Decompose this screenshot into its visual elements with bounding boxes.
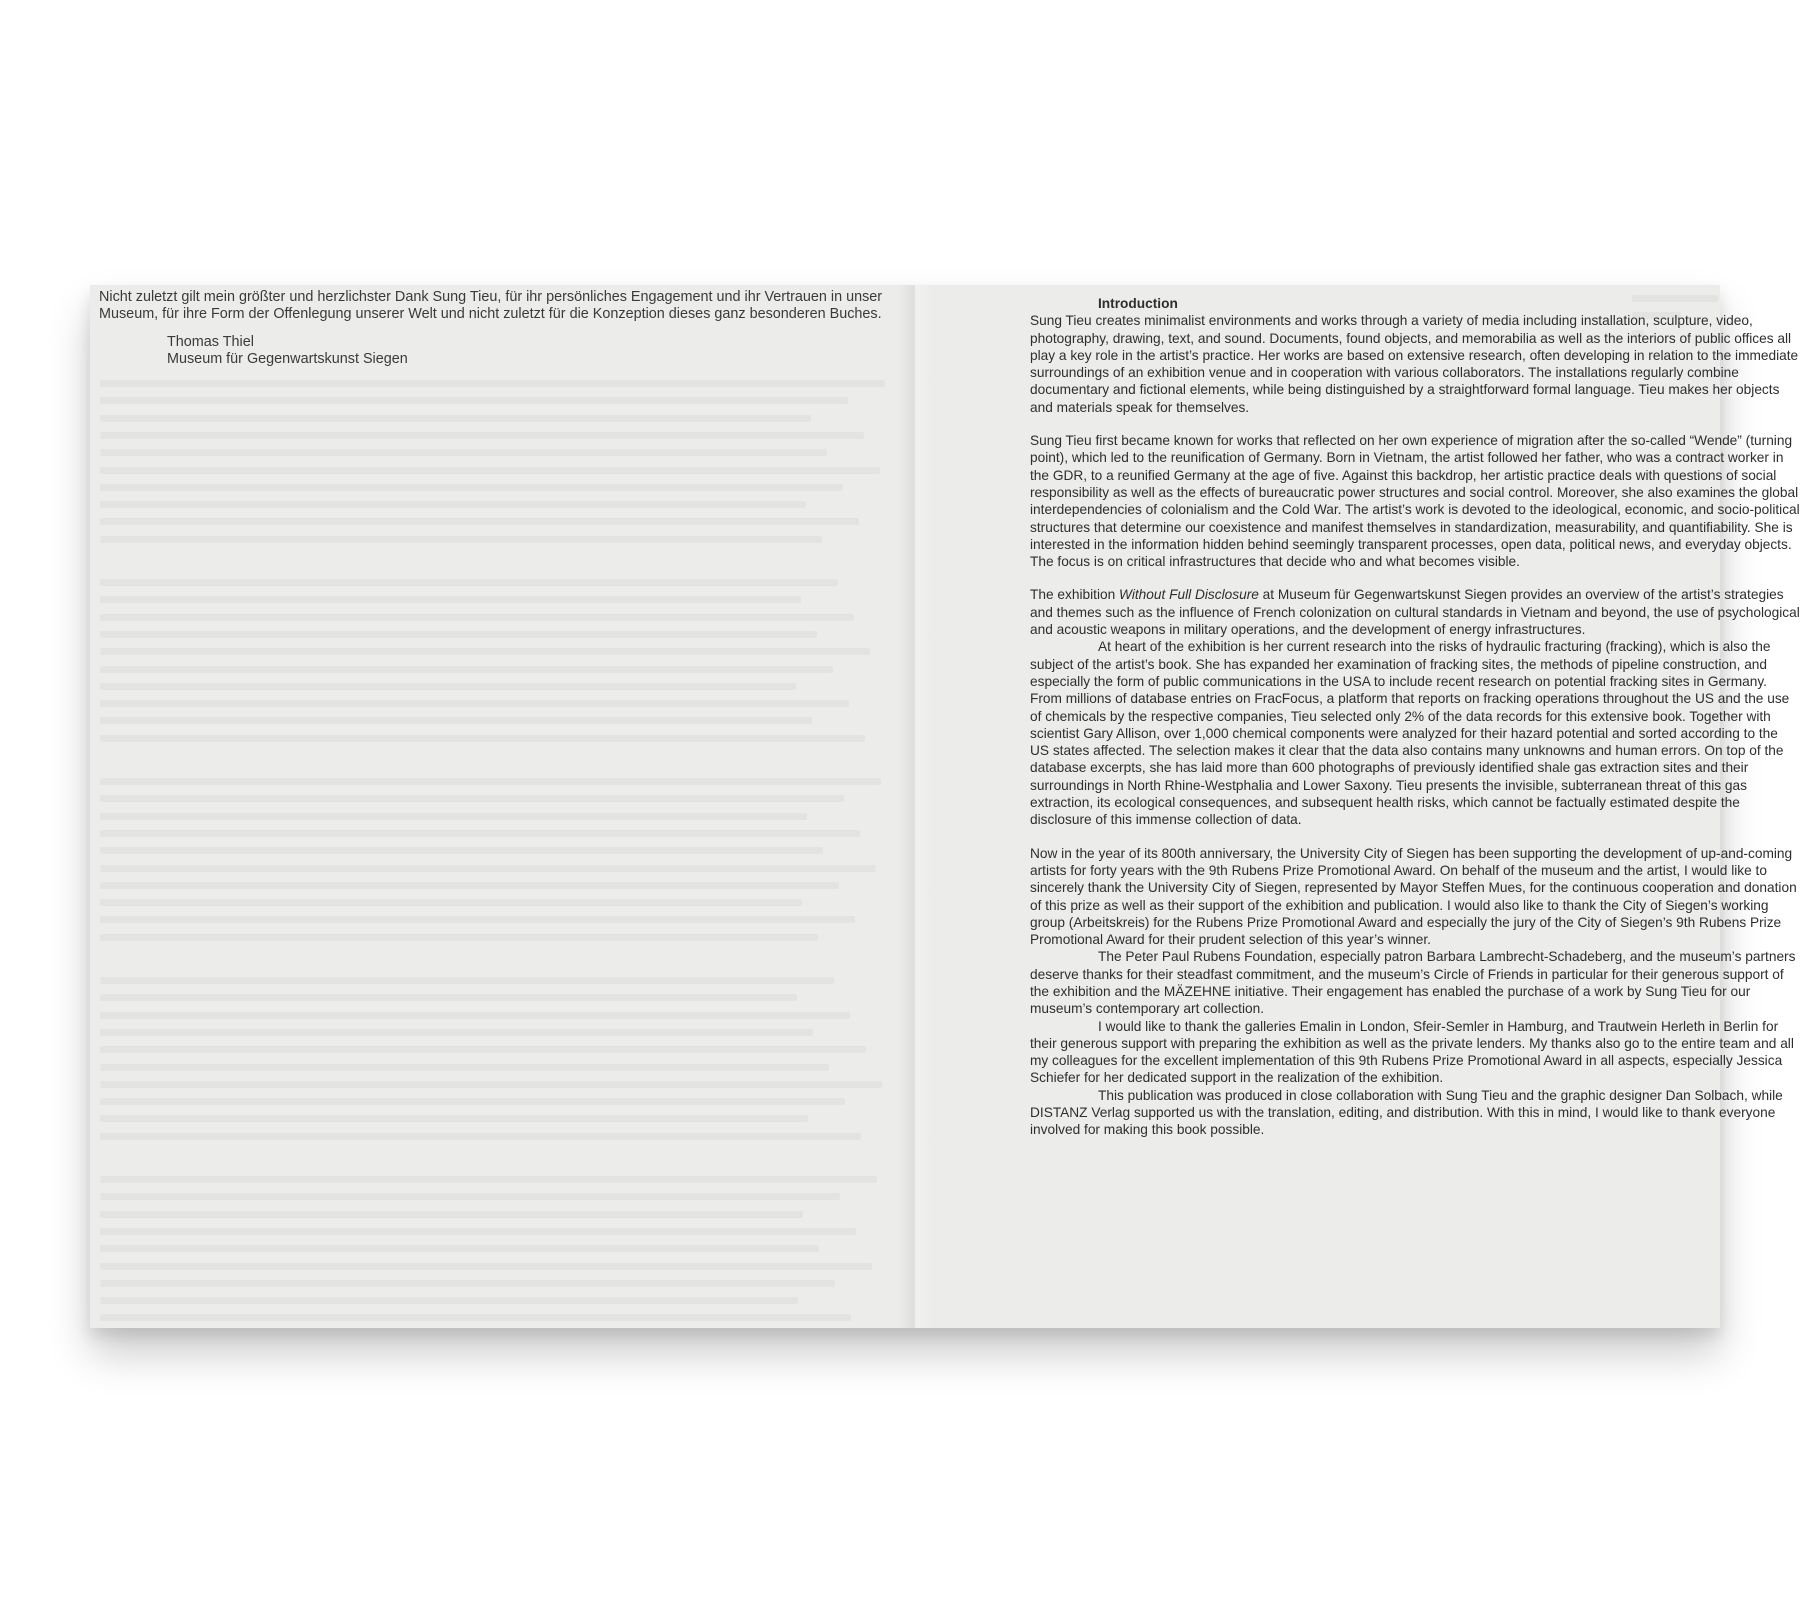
book-gutter	[898, 285, 932, 1328]
intro-paragraph-2: Sung Tieu first became known for works that reflected on her own experience of migration after the so-called “Wende” (turning point), which led to the reunification of Germany. Born in Vietnam, the artist followed her father, who was a contract worker in the GDR, to a reunified Germany at the age of five. Against this backdrop, her artistic practice deals with questions of social responsibility as well as the effects of bureaucratic power structures and social control. Moreover, she also examines the global interdependencies of colonialism and the Cold War. The artist’s work is devoted to the ideological, economic, and socio-political structures that determine our coexistence and manifest themselves in standardization, measurability, and quantifiability. She is interested in the information hidden behind seemingly transparent processes, open data, political news, and everyday objects. The focus is on critical infrastructures that decide who and what becomes visible.	[1030, 433, 1800, 570]
book-spread	[90, 285, 1800, 1328]
show-through-line	[100, 666, 833, 673]
show-through-line	[100, 484, 843, 491]
show-through-line	[100, 1297, 798, 1304]
show-through-text	[90, 285, 898, 1328]
show-through-line	[100, 795, 844, 802]
show-through-line	[100, 977, 834, 984]
show-through-line	[100, 717, 812, 724]
show-through-line	[100, 631, 817, 638]
signature-name: Thomas Thiel	[167, 333, 254, 350]
page-heading: Introduction	[1098, 296, 1178, 311]
intro-paragraph-1: Sung Tieu creates minimalist environments and works through a variety of media including installation, sculpture, video, photography, drawing, text, and sound. Documents, found objects, and memorabilia as well as the interiors of public offices all play a key role in the artist’s practice. Her works are based on extensive research, often developing in relation to the immediate surroundings of an exhibition venue and in cooperation with various collaborators. The installations regularly combine documentary and fictional elements, while being distinguished by a straightforward formal language. Tieu makes her objects and materials speak for themselves.	[1030, 313, 1799, 415]
closing-paragraph: Nicht zuletzt gilt mein größter und herzlichster Dank Sung Tieu, für ihr persönliches Engagement und ihr Vertrauen in unser Museum, für ihre Form der Offenlegung unserer Welt und nicht zuletzt für die Konzeption dieses ganz besonderen Buches.	[99, 289, 883, 323]
show-through-line	[100, 1245, 819, 1252]
show-through-line	[100, 847, 823, 854]
left-page-text	[99, 289, 889, 368]
show-through-line	[100, 934, 818, 941]
show-through-line	[100, 1228, 856, 1235]
left-page	[90, 285, 898, 1328]
show-through-line	[100, 700, 849, 707]
intro-paragraph-3	[1030, 586, 1800, 638]
exhibition-title: Without Full Disclosure	[1119, 587, 1259, 603]
show-through-line	[100, 1263, 872, 1270]
show-through-line	[100, 865, 876, 872]
show-through-line	[100, 1211, 803, 1218]
intro-paragraph-5: Now in the year of its 800th anniversary, the University City of Siegen has been supporting the development of up-and-coming artists for forty years with the 9th Rubens Prize Promotional Award. On behalf of the museum and the artist, I would like to sincerely thank the University City of Siegen, represented by Mayor Steffen Mues, for the continuous cooperation and donation of this prize as well as their support of the exhibition and publication. I would also like to thank the City of Siegen’s working group (Arbeitskreis) for the Rubens Prize Promotional Award and especially the jury of the City of Siegen’s 9th Rubens Prize Promotional Award for their prudent selection of this year’s winner.	[1030, 845, 1797, 948]
intro-paragraph-4: At heart of the exhibition is her current research into the risks of hydraulic fracturing (fracking), which is also the subject of the artist’s book. She has expanded her examination of fracking sites, the methods of pipeline construction, and especially the form of public communications in the USA to include recent research on potential fracking sites in Germany. From millions of database entries on FracFocus, a platform that reports on fracking operations throughout the US and the use of chemicals by the respective companies, Tieu selected only 2% of the data records for this extensive book. Together with scientist Gary Allison, over 1,000 chemical components were analyzed for their hazard potential and sorted according to the US states affected. The selection makes it clear that the data also contains many unknowns and human errors. On top of the database excerpts, she has laid more than 600 photographs of previously identified shale gas extraction sites and their surroundings in North Rhine-Westphalia and Lower Saxony. Tieu presents the invisible, subterranean threat of this gas extraction, its ecological consequences, and subsequent health risks, which cannot be factually estimated despite the disclosure of this immense collection of data.	[1030, 639, 1790, 828]
signature-institution: Museum für Gegenwartskunst Siegen	[167, 350, 408, 367]
show-through-line	[100, 397, 848, 404]
show-through-line	[100, 683, 796, 690]
show-through-line	[100, 1029, 813, 1036]
show-through-line	[100, 813, 807, 820]
show-through-line	[100, 596, 801, 603]
signature-block	[99, 334, 889, 369]
show-through-line	[100, 1081, 882, 1088]
show-through-line	[100, 579, 838, 586]
show-through-line	[100, 614, 854, 621]
show-through-line	[100, 648, 870, 655]
show-through-line	[100, 1314, 851, 1321]
right-page-text	[1030, 295, 1800, 1139]
right-page	[932, 285, 1800, 1328]
show-through-line	[100, 830, 860, 837]
intro-paragraph-6: The Peter Paul Rubens Foundation, especially patron Barbara Lambrecht-Schadeberg, and the museum’s partners deserve thanks for their steadfast commitment, and the museum’s Circle of Friends in particular for their generous support of the exhibition and the MÄZEHNE initiative. Their engagement has enabled the purchase of a work by Sung Tieu for our museum’s contemporary art collection.	[1030, 949, 1796, 1017]
show-through-line	[100, 449, 827, 456]
show-through-line	[100, 1176, 877, 1183]
p3-rest: at Museum für Gegenwartskunst Siegen provides an overview of the artist’s strategies and themes such as the influence of French colonization on cultural standards in Vietnam and beyond, the use of psychological and acoustic weapons in military operations, and the development of energy infrastructures.	[1030, 587, 1800, 638]
show-through-line	[100, 994, 797, 1001]
show-through-line	[100, 1064, 829, 1071]
show-through-line	[100, 467, 880, 474]
show-through-line	[100, 380, 885, 387]
show-through-line	[100, 1098, 845, 1105]
show-through-line	[100, 735, 865, 742]
show-through-line	[100, 778, 881, 785]
p3-lead: The exhibition	[1030, 587, 1120, 603]
show-through-line	[100, 916, 855, 923]
show-through-line	[100, 899, 802, 906]
show-through-line	[100, 1133, 861, 1140]
intro-paragraph-7: I would like to thank the galleries Emalin in London, Sfeir-Semler in Hamburg, and Trautwein Herleth in Berlin for their generous support with preparing the exhibition as well as the private lenders. My thanks also go to the entire team and all my colleagues for the excellent implementation of this 9th Rubens Prize Promotional Award in all aspects, especially Jessica Schiefer for her dedicated support in the realization of the exhibition.	[1030, 1018, 1794, 1086]
show-through-line	[100, 1193, 840, 1200]
show-through-line	[100, 501, 806, 508]
show-through-line	[100, 1046, 866, 1053]
intro-paragraph-8: This publication was produced in close collaboration with Sung Tieu and the graphic designer Dan Solbach, while DISTANZ Verlag supported us with the translation, editing, and distribution. With this in mind, I would like to thank everyone involved for making this book possible.	[1030, 1087, 1783, 1138]
show-through-line	[100, 518, 859, 525]
show-through-line	[100, 1280, 835, 1287]
show-through-line	[100, 1012, 850, 1019]
show-through-line	[100, 415, 811, 422]
show-through-line	[100, 536, 822, 543]
show-through-line	[100, 1115, 808, 1122]
show-through-line	[100, 432, 864, 439]
show-through-line	[100, 882, 839, 889]
